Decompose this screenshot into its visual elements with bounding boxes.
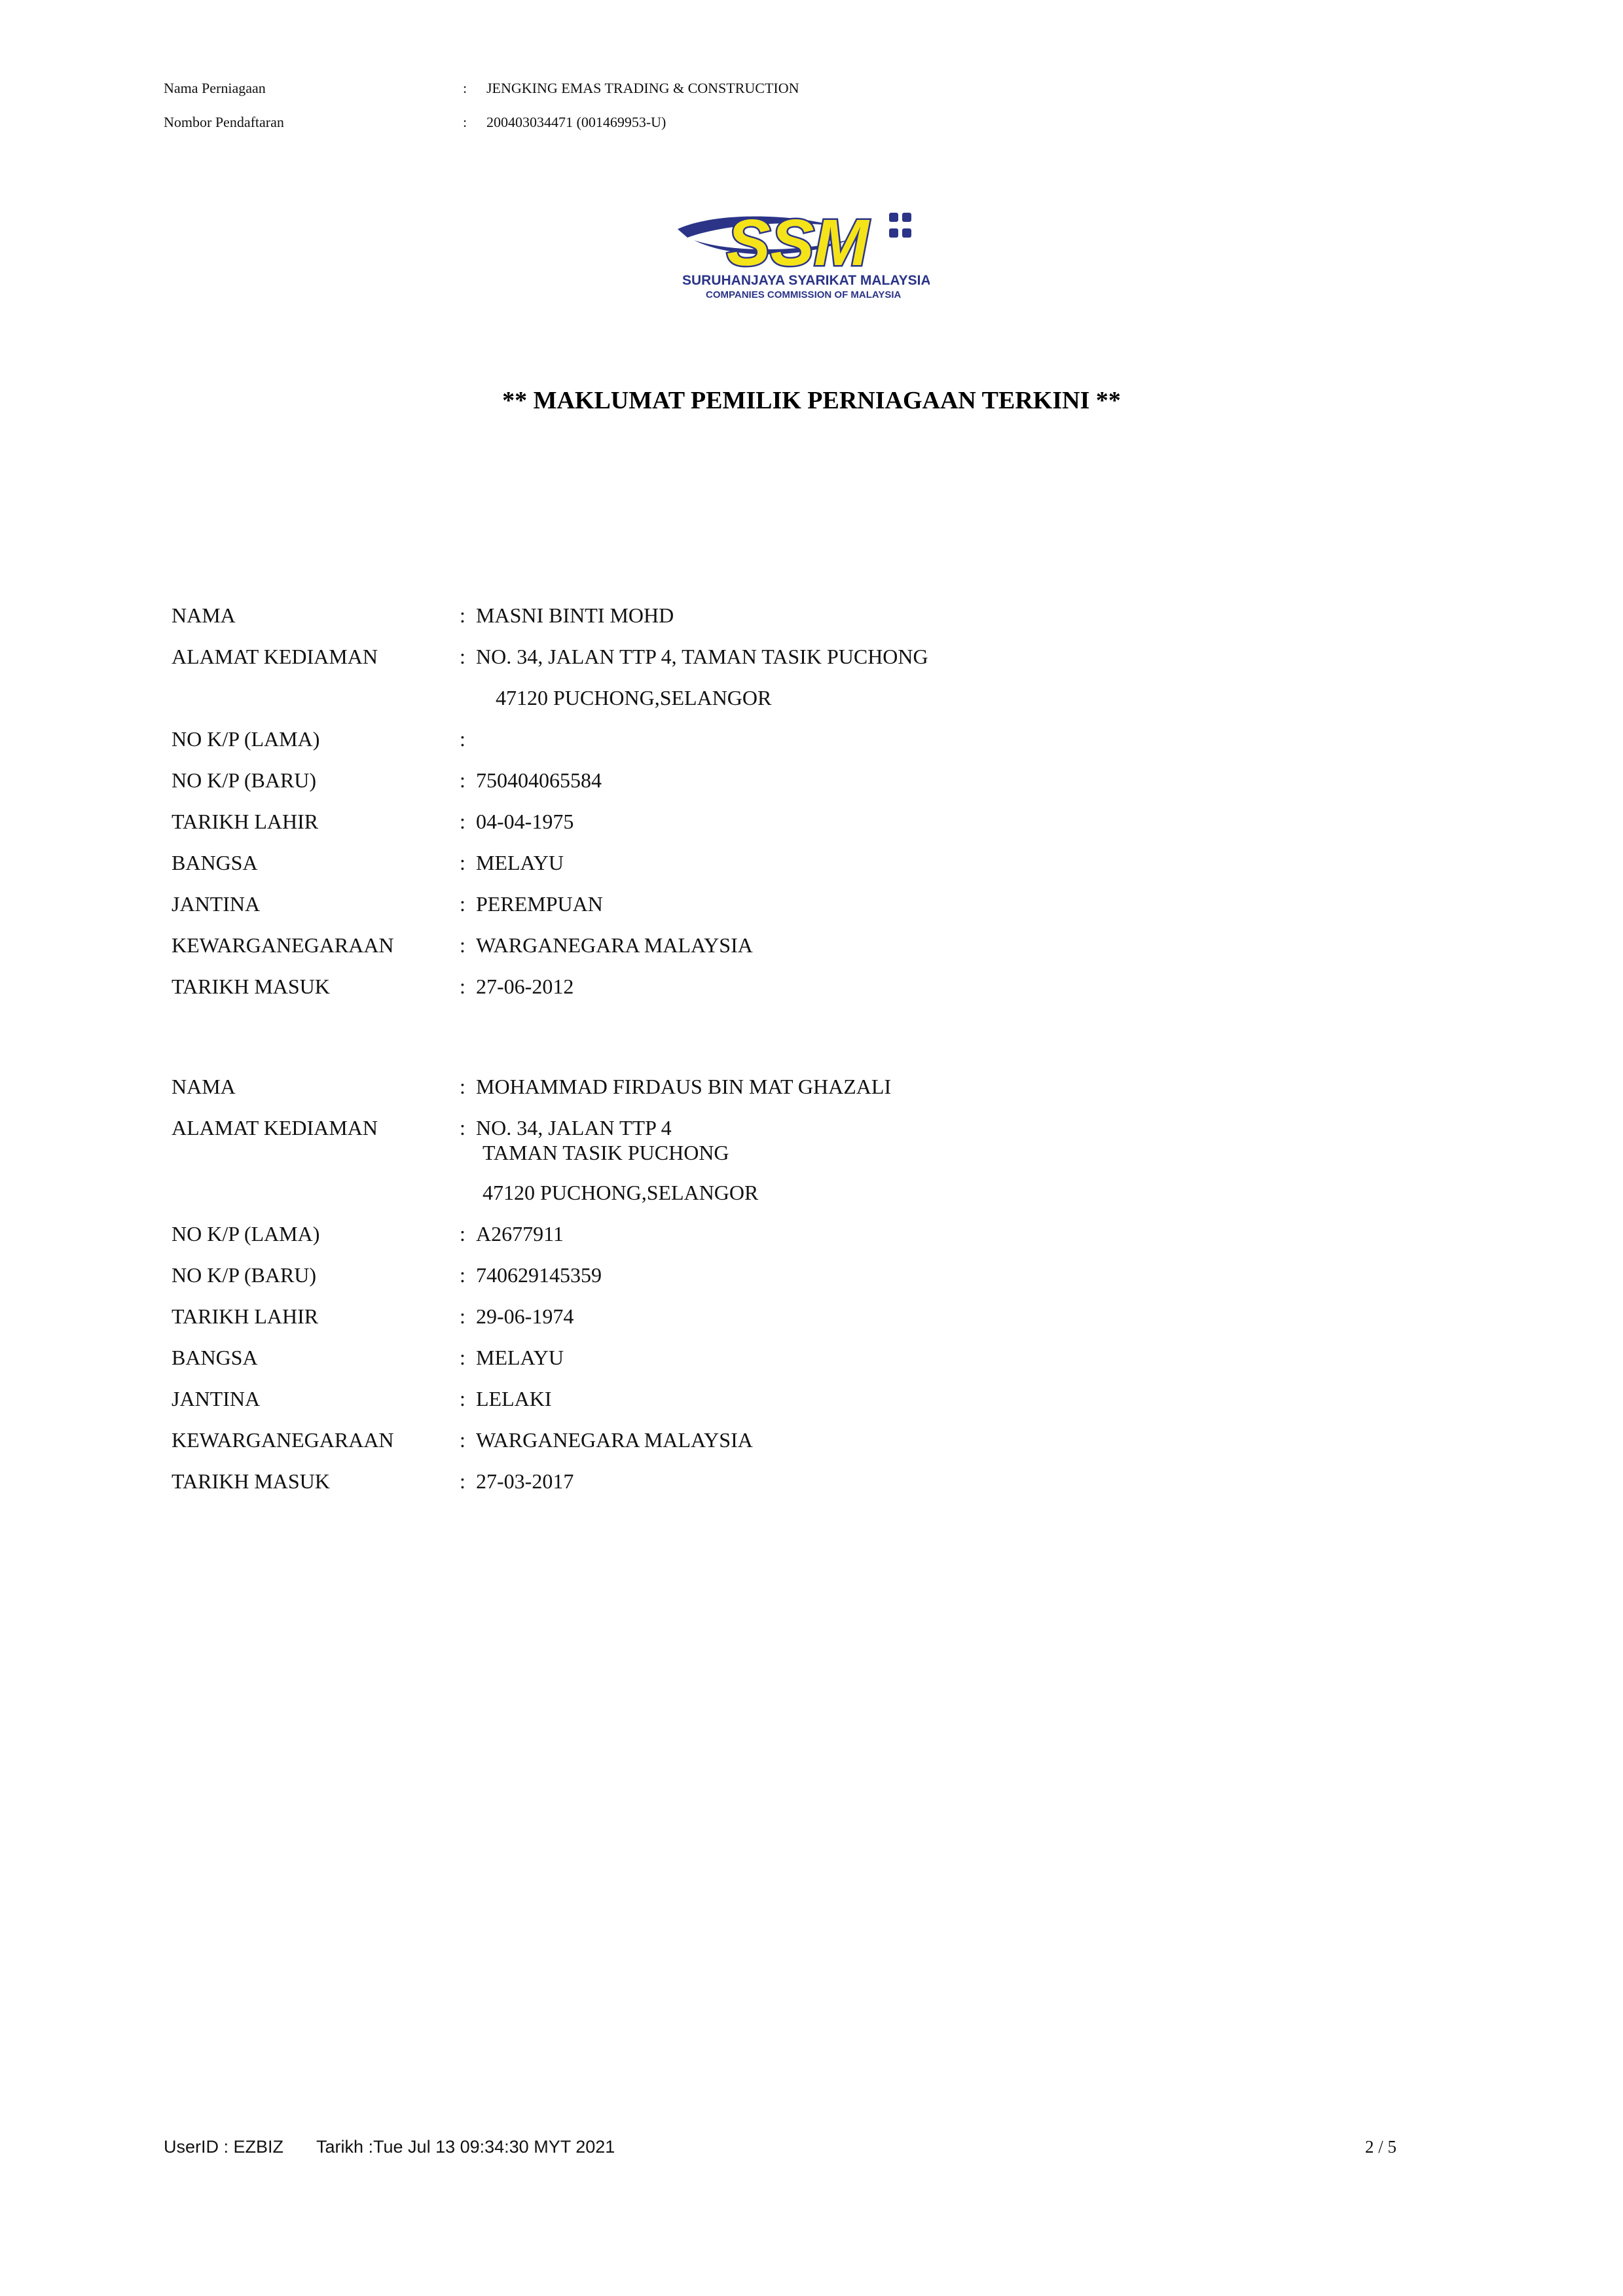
- owner1-jantina-value: PEREMPUAN: [476, 892, 603, 916]
- registration-colon: :: [463, 114, 467, 130]
- owner2-kplama-label: NO K/P (LAMA): [172, 1222, 320, 1246]
- footer-user-id: UserID : EZBIZ: [164, 2137, 284, 2157]
- owner2-jantina-label: JANTINA: [172, 1387, 261, 1410]
- owner1-masuk-value: 27-06-2012: [476, 975, 574, 998]
- owner2-masuk-value: 27-03-2017: [476, 1469, 574, 1493]
- owner2-warga-colon: :: [460, 1428, 465, 1452]
- owner1-kpbaru-colon: :: [460, 768, 465, 792]
- owner1-kpbaru-label: NO K/P (BARU): [172, 768, 317, 792]
- owner2-alamat-line3: 47120 PUCHONG,SELANGOR: [483, 1181, 759, 1204]
- owner1-jantina-colon: :: [460, 892, 465, 916]
- owner1-alamat-line3: 47120 PUCHONG,SELANGOR: [496, 686, 772, 709]
- registration-label: Nombor Pendaftaran: [164, 114, 284, 130]
- owner1-lahir-colon: :: [460, 810, 465, 833]
- footer-date: Tarikh :Tue Jul 13 09:34:30 MYT 2021: [316, 2137, 615, 2157]
- owner2-masuk-colon: :: [460, 1469, 465, 1493]
- owner1-kplama-colon: :: [460, 727, 465, 751]
- owner1-alamat-colon: :: [460, 645, 465, 668]
- owner2-lahir-label: TARIKH LAHIR: [172, 1304, 319, 1328]
- owner1-kplama-label: NO K/P (LAMA): [172, 727, 320, 751]
- owner1-bangsa-colon: :: [460, 851, 465, 874]
- owner1-nama-value: MASNI BINTI MOHD: [476, 603, 674, 627]
- owner2-alamat-line1: NO. 34, JALAN TTP 4: [476, 1116, 672, 1139]
- owner2-alamat-line2: TAMAN TASIK PUCHONG: [483, 1141, 729, 1164]
- business-name-colon: :: [463, 80, 467, 96]
- owner2-lahir-colon: :: [460, 1304, 465, 1328]
- owner2-kplama-value: A2677911: [476, 1222, 564, 1246]
- owner1-alamat-label: ALAMAT KEDIAMAN: [172, 645, 378, 668]
- owner2-warga-value: WARGANEGARA MALAYSIA: [476, 1428, 753, 1452]
- ssm-letters: SSM: [727, 206, 869, 279]
- owner1-warga-value: WARGANEGARA MALAYSIA: [476, 933, 753, 957]
- owner2-lahir-value: 29-06-1974: [476, 1304, 574, 1328]
- owner2-jantina-value: LELAKI: [476, 1387, 552, 1410]
- owner2-masuk-label: TARIKH MASUK: [172, 1469, 330, 1493]
- owner2-nama-label: NAMA: [172, 1075, 236, 1098]
- ssm-emblem-icon: [674, 200, 930, 304]
- owner2-kpbaru-label: NO K/P (BARU): [172, 1263, 317, 1287]
- owner2-kplama-colon: :: [460, 1222, 465, 1246]
- ssm-line2: COMPANIES COMMISSION OF MALAYSIA: [706, 289, 902, 300]
- owner2-bangsa-value: MELAYU: [476, 1346, 564, 1369]
- owner1-lahir-value: 04-04-1975: [476, 810, 574, 833]
- ssm-line1: SURUHANJAYA SYARIKAT MALAYSIA: [682, 273, 930, 288]
- owner1-masuk-colon: :: [460, 975, 465, 998]
- owner2-warga-label: KEWARGANEGARAAN: [172, 1428, 394, 1452]
- owner2-jantina-colon: :: [460, 1387, 465, 1410]
- owner2-kpbaru-value: 740629145359: [476, 1263, 602, 1287]
- owner1-warga-label: KEWARGANEGARAAN: [172, 933, 394, 957]
- owner1-bangsa-value: MELAYU: [476, 851, 564, 874]
- owner1-nama-colon: :: [460, 603, 465, 627]
- owner2-kpbaru-colon: :: [460, 1263, 465, 1287]
- owner2-nama-colon: :: [460, 1075, 465, 1098]
- ssm-logo: [674, 200, 930, 304]
- owner2-alamat-colon: :: [460, 1116, 465, 1139]
- owner1-nama-label: NAMA: [172, 603, 236, 627]
- owner1-lahir-label: TARIKH LAHIR: [172, 810, 319, 833]
- owner1-bangsa-label: BANGSA: [172, 851, 258, 874]
- registration-value: 200403034471 (001469953-U): [486, 114, 666, 130]
- owner2-bangsa-label: BANGSA: [172, 1346, 258, 1369]
- owner1-masuk-label: TARIKH MASUK: [172, 975, 330, 998]
- owner1-alamat-line1: NO. 34, JALAN TTP 4, TAMAN TASIK PUCHONG: [476, 645, 928, 668]
- business-name-label: Nama Perniagaan: [164, 80, 266, 96]
- owner2-alamat-label: ALAMAT KEDIAMAN: [172, 1116, 378, 1139]
- owner2-nama-value: MOHAMMAD FIRDAUS BIN MAT GHAZALI: [476, 1075, 892, 1098]
- owner2-bangsa-colon: :: [460, 1346, 465, 1369]
- owner1-warga-colon: :: [460, 933, 465, 957]
- page-title: ** MAKLUMAT PEMILIK PERNIAGAAN TERKINI **: [502, 387, 1121, 414]
- owner1-kpbaru-value: 750404065584: [476, 768, 602, 792]
- page-number: 2 / 5: [1365, 2137, 1397, 2157]
- owner1-jantina-label: JANTINA: [172, 892, 261, 916]
- business-name-value: JENGKING EMAS TRADING & CONSTRUCTION: [486, 80, 799, 96]
